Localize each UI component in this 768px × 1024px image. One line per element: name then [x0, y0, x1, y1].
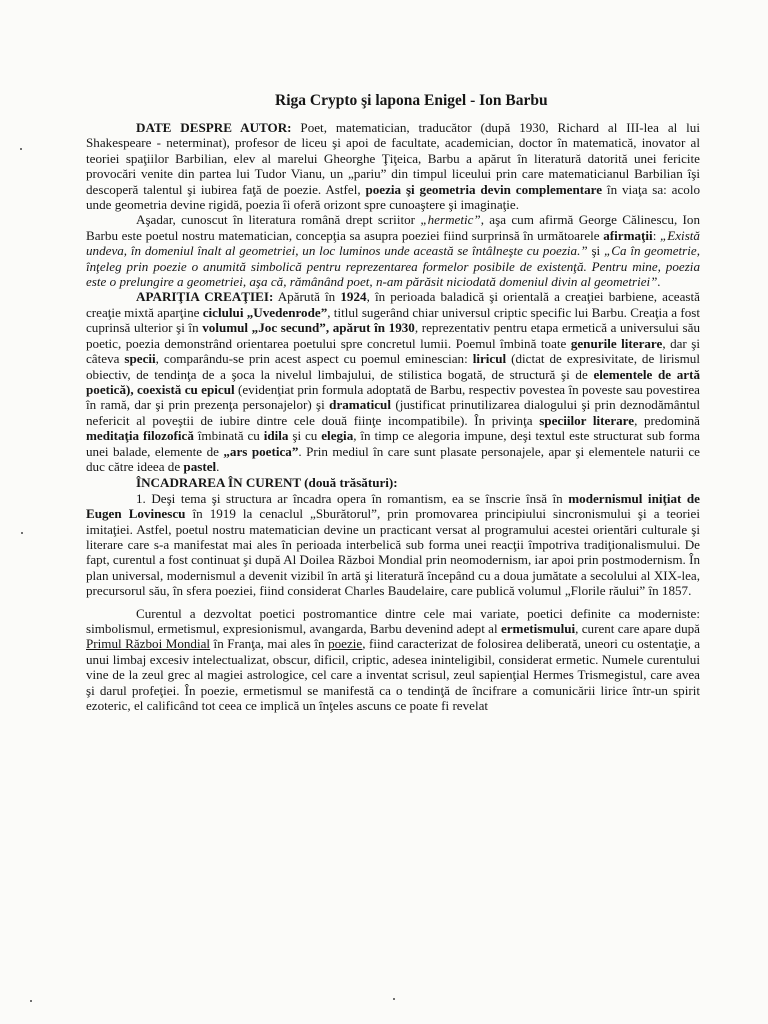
aparitia-paragraph — [86, 289, 700, 474]
text-run: în 1919 la cenaclul „Sburătorul”, prin promovarea principiului sincronismului şi a teoriei imitaţiei. Astfel, poetul nostru matematician devine un practicant versat al programului acestei orientări culturale şi literare care s-a manifestat mai ales în perioada interbelică sub forma unei reacţii împotriva tradiţionalismului. De fapt, curentul a fost continuat şi după Al Doilea Război Mondial prin neomodernism, iar apoi prin postmodernism. În plan universal, modernismul a devenit vizibil în artă şi literatură începând cu a doua jumătate a secolului al XIX-lea, precursorul său, în sfera poeziei, fiind considerat Charles Baudelaire, care publică volumul „Florile răului” în 1857. — [86, 506, 700, 599]
quote-text: „Ca în geometrie, înţeleg prin poezie o anumită simbolică pentru reprezentarea formelor posibile de existenţă. Pentru mine, poezia este o prelungire a geometriei, aşa că, rămânând poet, n-am părăsit niciodată domeniul divin al geometriei”. — [86, 243, 700, 290]
text-run: : — [652, 227, 660, 243]
emphasis-text: poezia şi geometria devin complementare — [365, 181, 603, 197]
text-run: (dictat de expresivitate, de lirismul obiectiv, de tendinţa de a şoca la nivelul limbajului, de stilistica bogată, de structură şi de — [86, 351, 700, 382]
text-run: , în perioada baladică şi orientală a creaţiei barbiene, această creaţie mixtă aparţine — [86, 289, 700, 320]
curent-paragraph-2 — [86, 606, 700, 714]
text-run: Curentul a dezvoltat poetici postromantice dintre cele mai variate, poetici definite ca moderniste: simbolismul, ermetismul, expresionismul, avangarda, Barbu devenind adept al — [86, 605, 700, 636]
text-run: , reprezentativ pentru etapa ermetică a universului său poetic, poezia demonstrând orientarea poetului spre concretul lumii. Poemul îmbină toate — [86, 320, 700, 351]
text-run: Poet, matematician, traducător (după 1930, Richard al III-lea al lui Shakespeare - neterminat), profesor de liceu şi apoi de facultate, academician, doctor în matematică, inovator al teoriei spaţiilor Barbilian, elev al marelui Gheorghe Ţiţeica, Barbu a apărut în literatură datorită unei fericite provocări venite din partea lui Tudor Vianu, un „pariu” din timpul liceului prin care matematicianul Barbilian îşi descoperă talentul şi iubirea faţă de poezie. Astfel, — [86, 120, 700, 197]
emphasis-text: dramaticul — [329, 397, 391, 413]
underlined-text: poezie — [328, 636, 363, 652]
emphasis-text: meditaţia filozofică — [86, 428, 194, 444]
text-run: în viaţa sa: acolo unde geometria devine rigidă, poezia îi oferă orizont spre cunoaştere şi imaginaţie. — [86, 181, 701, 213]
emphasis-text: elementele de artă poetică), coexistă cu epicul — [86, 366, 700, 397]
curent-paragraph-1 — [86, 491, 700, 599]
text-run: , în timp ce alegoria impune, deşi textul este structurat sub forma unei balade, elemente de — [86, 428, 700, 459]
text-run: în Franţa, mai ales în — [210, 636, 329, 652]
text-run: şi — [587, 243, 604, 259]
text-run: , aşa cum afirmă George Călinescu, Ion Barbu este poetul nostru matematician, concepţia sa asupra poeziei fiind surprinsă în următoarele — [86, 212, 700, 243]
text-run: , fiind caracterizat de folosirea deliberată, uneori cu ostentaţie, a unui limbaj excesiv intelectualizat, obscur, dificil, criptic, adesea ininteligibil, considerat ermetic. Numele curentului vine de la zeul grec al magiei astrologice, cel care a inventat scrisul, zeul sapienţial Hermes Trismegistul, care avea şi darul profeţiei. În poezie, ermetismul se manifestă ca o tendinţă de încifrare a comunicării lirice într-un spirit ezoteric, el calificând tot ceea ce implică un înţeles ascuns ce poate fi revelat — [86, 636, 701, 714]
emphasis-text: ciclului „Uvedenrode” — [202, 304, 328, 320]
emphasis-text: modernismul iniţiat de Eugen Lovinescu — [86, 490, 700, 522]
scan-speck — [30, 1000, 32, 1002]
emphasis-text: idila — [263, 428, 289, 444]
section-heading-aparitia: APARIŢIA CREAŢIEI: — [136, 289, 274, 305]
emphasis-text: ermetismului — [500, 621, 576, 636]
emphasis-text: liricul — [472, 351, 507, 367]
text-run: , curent care apare după — [575, 621, 700, 636]
section-heading-autor: DATE DESPRE AUTOR: — [136, 120, 292, 135]
scan-speck — [20, 148, 22, 150]
underlined-text: Primul Război Mondial — [86, 636, 211, 652]
autor-paragraph-2 — [86, 212, 700, 289]
section-heading-curent: ÎNCADRAREA ÎN CURENT (două trăsături): — [136, 475, 398, 491]
text-run: . — [216, 458, 220, 474]
text-run: , predomină — [634, 412, 700, 428]
autor-paragraph — [86, 120, 700, 212]
curent-heading-line — [86, 475, 700, 490]
italic-text: „hermetic” — [420, 212, 481, 228]
document-title: Riga Crypto şi lapona Enigel - Ion Barbu — [275, 92, 548, 109]
text-run: Apărută în — [273, 289, 341, 305]
text-run: 1. Deşi tema şi structura ar încadra opera în romantism, ea se înscrie însă în — [136, 490, 569, 506]
emphasis-text: afirmaţii — [603, 227, 653, 243]
text-run: (evidenţiat prin formula adoptată de Barbu, respectiv povestea în poveste sau povestirea în ramă, dar şi prin prezenţa personajelor) şi — [86, 381, 700, 413]
scan-speck — [393, 998, 395, 1000]
emphasis-text: volumul „Joc secund”, apărut în 1930 — [202, 320, 415, 336]
emphasis-text: specii — [124, 351, 156, 367]
emphasis-text: 1924 — [340, 289, 367, 305]
text-run: Aşadar, cunoscut în literatura română drept scriitor — [136, 212, 421, 228]
emphasis-text: „ars poetica” — [223, 443, 299, 459]
text-run: (justificat prinutilizarea dialogului şi prin deznodământul nefericit al poveştii de iubire dintre cele două fiinţe incompatibile). În privinţa — [86, 397, 700, 428]
document-page — [86, 92, 700, 713]
text-run: , dar şi câteva — [86, 335, 701, 367]
quote-text: „Există undeva, în domeniul înalt al geometriei, un loc luminos unde această se întâlneşte cu poezia.” — [86, 227, 700, 259]
text-run: , comparându-se prin acest aspect cu poemul eminescian: — [155, 351, 473, 367]
scan-speck — [21, 532, 23, 534]
text-run: , titlul sugerând chiar universul criptic specific lui Barbu. Creaţia a fost cuprinsă ulterior şi în — [86, 304, 701, 336]
emphasis-text: elegia — [321, 428, 354, 444]
emphasis-text: speciilor literare — [539, 412, 635, 428]
emphasis-text: pastel — [183, 458, 217, 474]
text-run: şi cu — [288, 428, 322, 444]
text-run: îmbinată cu — [193, 428, 264, 444]
emphasis-text: genurile literare — [570, 335, 663, 351]
text-run: . Prin mediul în care sunt plasate personajele, apar şi elementele naturii ce duc către ideea de — [86, 443, 700, 474]
